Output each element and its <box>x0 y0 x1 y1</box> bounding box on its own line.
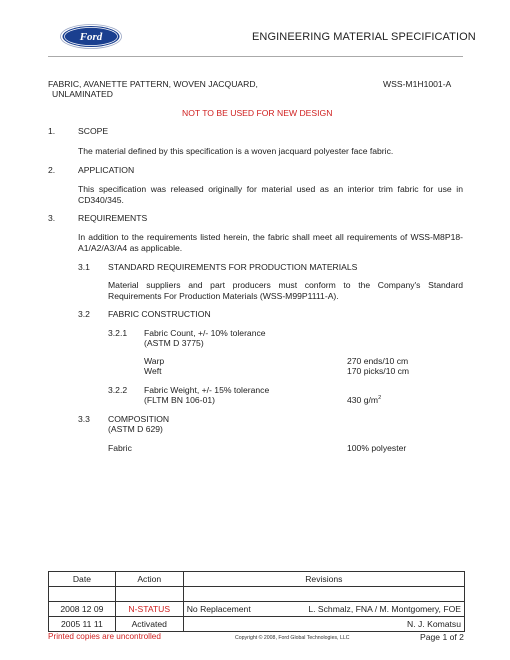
status-notice: NOT TO BE USED FOR NEW DESIGN <box>182 108 333 118</box>
copyright-notice: Copyright © 2008, Ford Global Technologies, LLC <box>235 635 350 641</box>
table-row <box>49 617 465 632</box>
page-number: Page 1 of 2 <box>420 632 464 642</box>
revision-author: N. J. Komatsu <box>276 617 464 632</box>
ford-logo <box>60 24 122 49</box>
section-2-body: This specification was released originally for material used as an interior trim fabric for use in CD340/345. <box>78 184 463 205</box>
revision-description: No Replacement <box>183 602 276 617</box>
section-2-title: APPLICATION <box>78 165 135 175</box>
revision-header-revisions: Revisions <box>183 572 464 587</box>
section-3-1-body: Material suppliers and part producers must conform to the Company's Standard Requirements For Production Materials (WSS-M99P1111-A). <box>108 280 463 301</box>
uncontrolled-copy-notice: Printed copies are uncontrolled <box>48 632 161 641</box>
section-3-2-1-number: 3.2.1 <box>108 328 128 338</box>
section-3-2-2-number: 3.2.2 <box>108 385 128 395</box>
warp-label: Warp <box>144 356 165 366</box>
section-3-number: 3. <box>48 213 56 223</box>
revision-description <box>183 617 276 632</box>
section-2-number: 2. <box>48 165 56 175</box>
section-3-1-title: STANDARD REQUIREMENTS FOR PRODUCTION MATERIALS <box>108 262 358 272</box>
revision-author: L. Schmalz, FNA / M. Montgomery, FOE <box>276 602 464 617</box>
header-divider <box>48 56 463 57</box>
spacer-cell <box>49 587 116 602</box>
section-3-2-1-title: Fabric Count, +/- 10% tolerance <box>144 328 266 338</box>
revision-table <box>48 571 465 632</box>
section-3-2-title: FABRIC CONSTRUCTION <box>108 309 211 319</box>
fabric-weight-number: 430 g/m <box>347 395 379 405</box>
revision-header-date: Date <box>49 572 116 587</box>
section-3-title: REQUIREMENTS <box>78 213 148 223</box>
section-1-body: The material defined by this specification is a woven jacquard polyester face fabric. <box>78 146 394 156</box>
section-1-number: 1. <box>48 126 56 136</box>
spec-number: WSS-M1H1001-A <box>383 79 452 89</box>
revision-action: Activated <box>115 617 183 632</box>
composition-value: 100% polyester <box>347 443 407 453</box>
spec-name-line1: FABRIC, AVANETTE PATTERN, WOVEN JACQUARD, <box>48 79 258 89</box>
revision-action: N-STATUS <box>115 602 183 617</box>
spacer-cell <box>183 587 464 602</box>
section-3-body: In addition to the requirements listed herein, the fabric shall meet all requirements of WSS-M8P18-A1/A2/A3/A4 as applicable. <box>78 232 463 253</box>
spec-name-line2: UNLAMINATED <box>52 89 113 99</box>
document-type-title: ENGINEERING MATERIAL SPECIFICATION <box>252 31 476 43</box>
section-1-title: SCOPE <box>78 126 109 136</box>
warp-value: 270 ends/10 cm <box>347 356 409 366</box>
revision-header-action: Action <box>115 572 183 587</box>
section-3-3-number: 3.3 <box>78 414 90 424</box>
fabric-weight-unit-exponent: 2 <box>378 395 382 402</box>
weft-label: Weft <box>144 366 162 376</box>
revision-date: 2008 12 09 <box>49 602 116 617</box>
revision-spacer-row <box>49 587 465 602</box>
revision-header-row <box>49 572 465 587</box>
section-3-2-number: 3.2 <box>78 309 90 319</box>
ford-logo-text: Ford <box>79 31 103 44</box>
section-3-2-2-title: Fabric Weight, +/- 15% tolerance <box>144 385 270 395</box>
table-row <box>49 602 465 617</box>
spacer-cell <box>115 587 183 602</box>
section-3-2-1-method: (ASTM D 3775) <box>144 338 204 348</box>
revision-date: 2005 11 11 <box>49 617 116 632</box>
section-3-3-title: COMPOSITION <box>108 414 170 424</box>
section-3-1-number: 3.1 <box>78 262 90 272</box>
fabric-weight-value <box>347 395 381 406</box>
composition-label: Fabric <box>108 443 132 453</box>
weft-value: 170 picks/10 cm <box>347 366 410 376</box>
section-3-2-2-method: (FLTM BN 106-01) <box>144 395 215 405</box>
section-3-3-method: (ASTM D 629) <box>108 424 163 434</box>
